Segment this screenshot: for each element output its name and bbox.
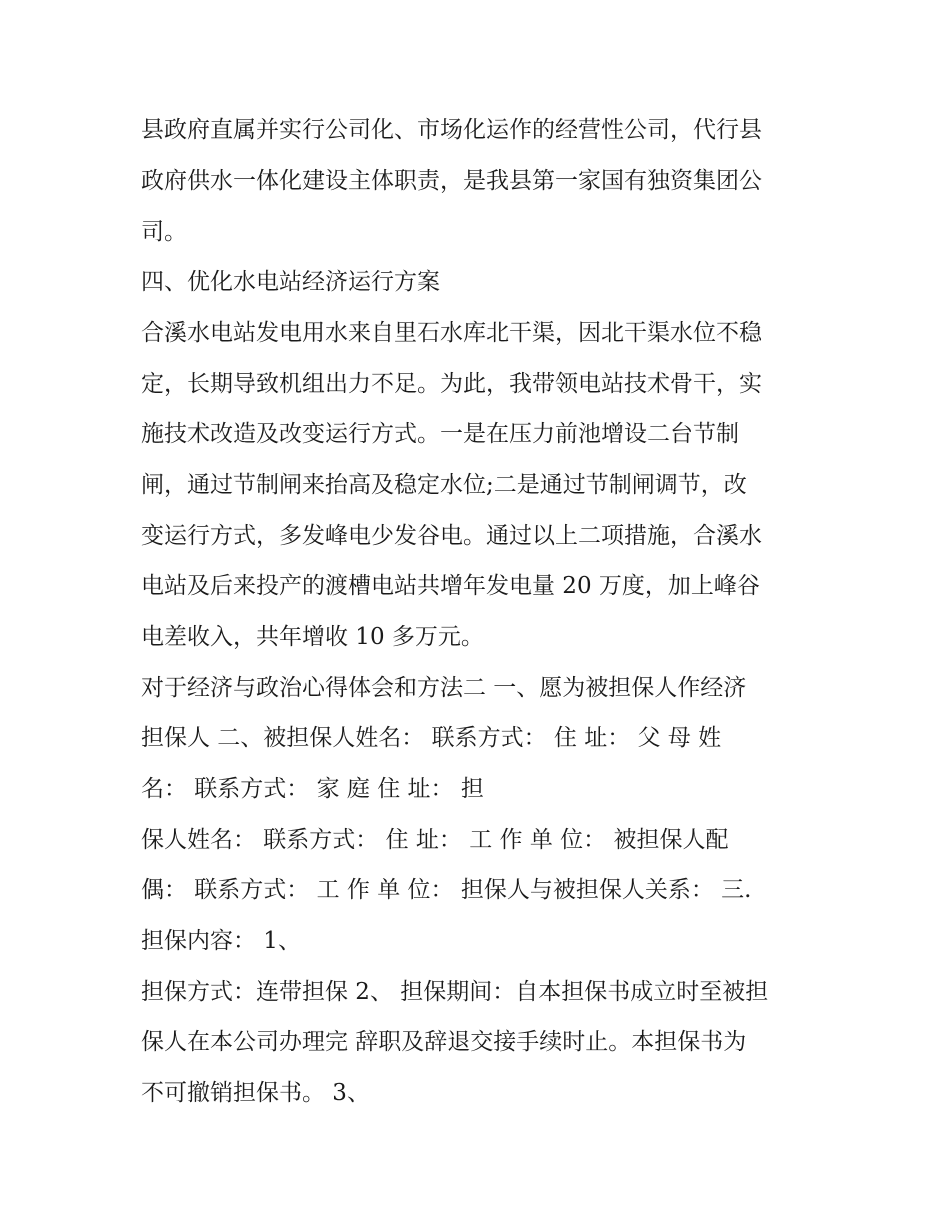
text-line: 闸，通过节制闸来抬高及稳定水位;二是通过节制闸调节，改 (141, 472, 747, 498)
text-line: 电站及后来投产的渡槽电站共增年发电量 20 万度，加上峰谷 (141, 573, 760, 599)
text-line: 合溪水电站发电用水来自里石水库北干渠，因北干渠水位不稳 (141, 320, 762, 346)
text-line: 政府供水一体化建设主体职责，是我县第一家国有独资集团公 (141, 168, 762, 194)
text-line: 县政府直属并实行公司化、市场化运作的经营性公司，代行县 (141, 117, 762, 143)
text-line: 担保人 二、被担保人姓名： 联系方式： 住 址： 父 母 姓 (141, 725, 722, 751)
text-line: 担保方式：连带担保 2、 担保期间：自本担保书成立时至被担 (141, 979, 769, 1005)
text-line: 定，长期导致机组出力不足。为此，我带领电站技术骨干，实 (141, 371, 762, 397)
text-line: 不可撤销担保书。 3、 (141, 1080, 370, 1106)
text-line: 对于经济与政治心得体会和方法二 一、愿为被担保人作经济 (141, 675, 747, 701)
text-line: 保人姓名： 联系方式： 住 址： 工 作 单 位： 被担保人配 (141, 827, 729, 853)
text-line: 电差收入，共年增收 10 多万元。 (141, 624, 484, 650)
text-line: 变运行方式，多发峰电少发谷电。通过以上二项措施，合溪水 (141, 523, 762, 549)
text-line: 名： 联系方式： 家 庭 住 址： 担 (141, 776, 484, 802)
text-line: 施技术改造及改变运行方式。一是在压力前池增设二台节制 (141, 421, 739, 447)
section-heading: 四、优化水电站经济运行方案 (141, 269, 440, 295)
text-line: 偶： 联系方式： 工 作 单 位： 担保人与被担保人关系： 三. (141, 877, 752, 903)
text-line: 司。 (141, 219, 187, 245)
text-line: 保人在本公司办理完 辞职及辞退交接手续时止。本担保书为 (141, 1029, 747, 1055)
text-line: 担保内容： 1、 (141, 928, 301, 954)
